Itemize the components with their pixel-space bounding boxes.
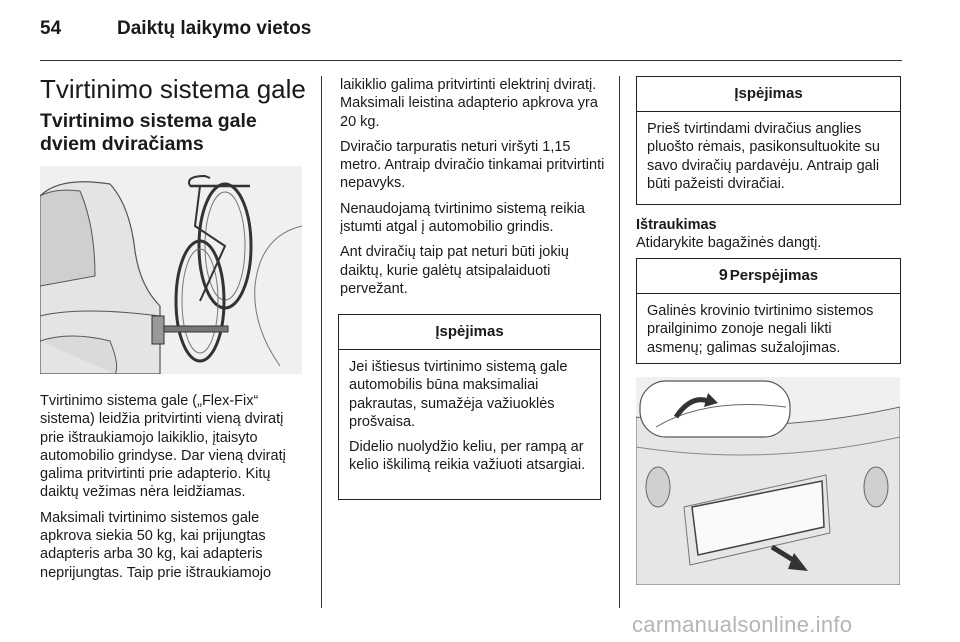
watermark-text: carmanualsonline.info (632, 612, 853, 637)
chapter-title: Daiktų laikymo vietos (117, 18, 312, 39)
notice-title: Įspėjimas (637, 77, 900, 112)
column-2-text (340, 76, 605, 305)
paragraph: Nenaudojamą tvirtinimo sistemą reikia įstumti atgal į automobilio grindis. (340, 200, 585, 236)
paragraph: Dviračio tarpuratis neturi viršyti 1,15 metro. Antraip dviračio tinkamai pritvirtinti nepavyks. (340, 138, 605, 192)
paragraph: Maksimali tvirtinimo sistemos gale apkrova siekia 50 kg, kai prijungtas adapteris arba 30 kg, kai adapteris neprijungtas. Taip prie ištraukiamojo (40, 509, 272, 581)
warning-box (636, 258, 901, 364)
paragraph: Ant dviračių taip pat neturi būti jokių daiktų, kurie galėtų atsipalaiduoti pervežant. (340, 244, 569, 297)
section-heading: Tvirtinimo sistema gale (40, 74, 306, 104)
column-divider-1 (321, 76, 322, 608)
notice-box (338, 314, 601, 500)
warning-icon: 9 (718, 267, 728, 284)
notice-text: Prieš tvirtindami dviračius anglies pluošto rėmais, pasikonsultuokite su savo dviračių pardavėju. Antraip gali būti pažeisti dviračiai. (647, 121, 880, 192)
notice-text: Jei ištiesus tvirtinimo sistemą gale automobilis būna maksimaliai pakrautas, sumažėja važiuoklės prošvaisa. (349, 359, 568, 430)
paragraph: Tvirtinimo sistema gale („Flex-Fix“ sistema) leidžia pritvirtinti vieną dviratį prie ištraukiamojo laikiklio, įtaisyto automobilio grindyse. Dar vieną dviratį galima pritvirtinti prie adapterio. Kitų daiktų vežimas nėra leidžiamas. (40, 393, 286, 501)
bike-carrier-illustration (40, 166, 302, 374)
notice-text: Didelio nuolydžio keliu, per rampą ar kelio iškilimą reikia važiuoti atsargiai. (349, 439, 586, 474)
extend-text: Atidarykite bagažinės dangtį. (636, 235, 822, 252)
extend-heading: Ištraukimas (636, 217, 717, 233)
column-1-text (40, 392, 308, 589)
notice-title: Įspėjimas (339, 315, 600, 350)
tailgate-illustration (636, 377, 900, 585)
extend-section (636, 216, 901, 253)
paragraph: laikiklio galima pritvirtinti elektrinį dviratį. Maksimali leistina adapterio apkrova yra 20 kg. (340, 77, 598, 130)
header-rule (40, 60, 902, 61)
notice-box (636, 76, 901, 205)
subsection-heading: Tvirtinimo sistema gale dviem dviračiams (40, 110, 257, 155)
warning-text: Galinės krovinio tvirtinimo sistemos prailginimo zonoje negali likti asmenų; galimas sužalojimas. (647, 303, 874, 356)
warning-title: 9 Perspėjimas (637, 259, 900, 294)
column-divider-2 (619, 76, 620, 608)
page-number: 54 (40, 18, 62, 39)
